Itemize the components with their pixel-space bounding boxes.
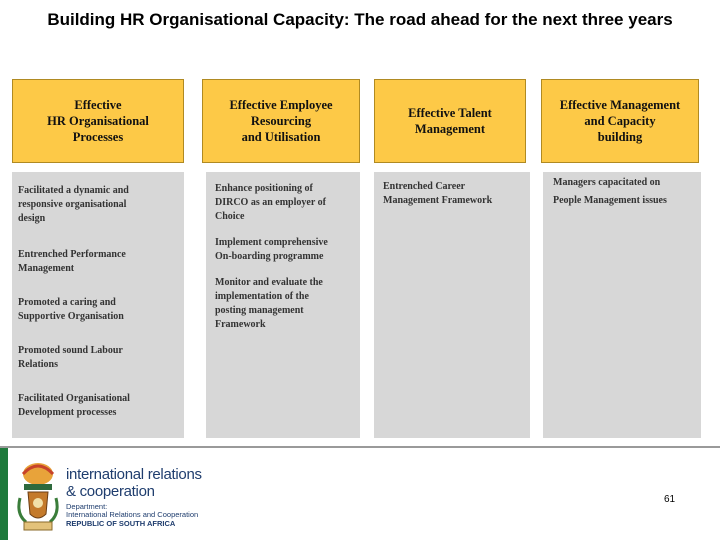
country-name: REPUBLIC OF SOUTH AFRICA	[66, 519, 176, 528]
list-item: Managers capacitated on	[553, 177, 661, 188]
footer-divider	[0, 446, 720, 448]
list-item: Entrenched Career Management Framework	[383, 181, 493, 206]
column-header-employee-resourcing: Effective Employee Resourcing and Utilisation	[202, 79, 360, 163]
department-name: International Relations and Cooperation	[66, 510, 199, 519]
column-header-hr-processes: Effective HR Organisational Processes	[12, 79, 184, 163]
page-number: 61	[664, 494, 676, 505]
list-item: Facilitated a dynamic and responsive organisational design	[18, 185, 129, 224]
footer-accent-strip	[0, 448, 8, 540]
coat-of-arms-icon	[14, 458, 62, 534]
list-item: People Management issues	[553, 195, 667, 206]
column-header-talent-management: Effective Talent Management	[374, 79, 526, 163]
logo-line-1: international relations	[66, 466, 202, 483]
logo-line-2: & cooperation	[66, 483, 155, 500]
list-item: Promoted a caring and Supportive Organisation	[18, 297, 124, 322]
list-item: Facilitated Organisational Development processes	[18, 393, 130, 418]
slide-title: Building HR Organisational Capacity: The road ahead for the next three years	[47, 10, 673, 29]
list-item: Entrenched Performance Management	[18, 249, 126, 274]
column-body-talent-management	[374, 172, 530, 438]
list-item: Enhance positioning of DIRCO as an employer of Choice	[215, 183, 326, 222]
list-item: Promoted sound Labour Relations	[18, 345, 123, 370]
list-item: Implement comprehensive On-boarding programme	[215, 237, 328, 262]
column-header-management-capacity: Effective Management and Capacity building	[541, 79, 699, 163]
department-label: Department:	[66, 502, 108, 511]
column-body-management-capacity	[543, 172, 701, 438]
list-item: Monitor and evaluate the implementation of the posting management Framework	[215, 277, 323, 330]
